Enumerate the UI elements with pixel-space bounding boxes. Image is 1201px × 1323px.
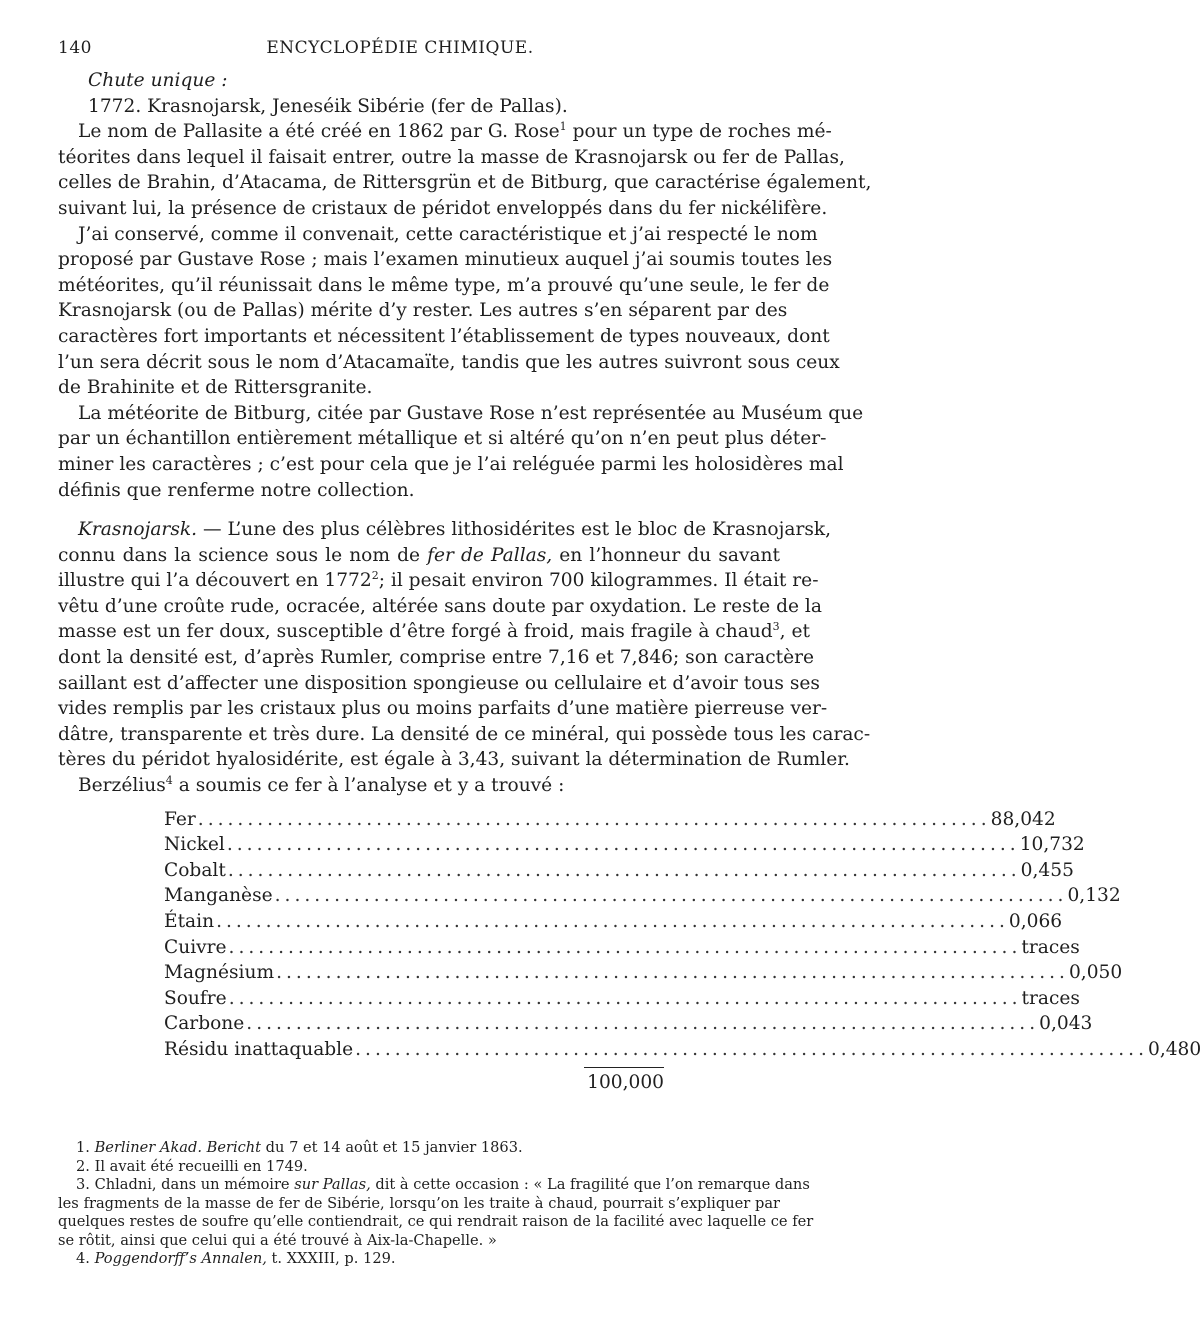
element-name: Étain (164, 911, 215, 932)
paragraph-line: suivant lui, la présence de cristaux de péridot enveloppés dans du fer nickélifère. (58, 197, 828, 219)
analysis-row (164, 986, 1080, 1012)
footnote-ref: 2 (371, 569, 379, 583)
leader-dots: ................................................................................ (216, 911, 1009, 932)
running-title: ENCYCLOPÉDIE CHIMIQUE. (266, 38, 534, 58)
paragraph-line: celles de Brahin, d’Atacama, de Rittersgrün et de Bitburg, que caractérise également, (58, 172, 872, 194)
analysis-row (164, 883, 1121, 909)
footnote-continued: quelques restes de soufre qu’elle contiendrait, ce qui rendrait raison de la facilité avec laquelle ce fer (58, 1213, 814, 1230)
leader-dots: ................................................................................ (246, 1013, 1040, 1035)
element-name: Cuivre (164, 936, 227, 958)
analysis-row (164, 832, 1085, 858)
element-value: 0,050 (1068, 962, 1123, 984)
analysis-row (164, 1037, 1201, 1063)
element-value: 88,042 (990, 808, 1056, 830)
paragraph-line: dont la densité est, d’après Rumler, comprise entre 7,16 et 7,846; son caractère (58, 647, 815, 669)
paragraph-line: J’ai conservé, comme il convenait, cette caractéristique et j’ai respecté le nom (78, 223, 818, 245)
footnote-ref: 4 (165, 773, 173, 787)
element-name: Magnésium (164, 962, 275, 984)
paragraph-line: dâtre, transparente et très dure. La densité de ce minéral, qui possède tous les carac- (58, 723, 871, 745)
paragraph-line: vêtu d’une croûte rude, ocracée, altérée sans doute par oxydation. Le reste de la (58, 595, 822, 617)
paragraph-line: connu dans la science sous le nom de fer de Pallas, en l’honneur du savant (58, 544, 780, 566)
paragraph-line: miner les caractères ; c’est pour cela que je l’ai reléguée parmi les holosidères mal (58, 453, 844, 475)
paragraph-line: Krasnojarsk (ou de Pallas) mérite d’y rester. Les autres s’en séparent par des (58, 300, 788, 322)
fall-entry: 1772. Krasnojarsk, Jeneséik Sibérie (fer de Pallas). (88, 95, 568, 117)
paragraph-line: définis que renferme notre collection. (58, 479, 415, 501)
page-number: 140 (58, 38, 92, 58)
element-name: Fer (164, 808, 196, 830)
total-rule (584, 1067, 664, 1068)
element-value: 10,732 (1019, 834, 1085, 856)
paragraph-line: Le nom de Pallasite a été créé en 1862 par G. Rose$^1$ pour un type de roches mé- (78, 120, 832, 143)
paragraph-line: météorites, qu’il réunissait dans le même type, m’a prouvé qu’une seule, le fer de (58, 274, 830, 296)
leader-dots: ................................................................................ (228, 936, 1022, 958)
element-value: 0,066 (1008, 911, 1063, 932)
element-value: 0,455 (1020, 859, 1074, 881)
paragraph-line: La météorite de Bitburg, citée par Gustave Rose n’est représentée au Muséum que (78, 402, 864, 424)
analysis-total: 100,000 (587, 1071, 664, 1093)
analysis-row (164, 858, 1074, 884)
footnote-ref: 1 (559, 120, 567, 133)
leader-dots: ................................................................................ (355, 1038, 1148, 1060)
paragraph-line: illustre qui l’a découvert en 1772$^2$; il pesait environ 700 kilogrammes. Il était re- (58, 569, 819, 592)
footnote-ref: 3 (772, 620, 780, 634)
main-text (58, 68, 1201, 1095)
element-name: Nickel (164, 834, 225, 856)
element-value: 0,132 (1067, 885, 1121, 907)
element-value: traces (1021, 987, 1080, 1009)
analysis-row (164, 807, 1056, 833)
leader-dots: ................................................................................ (228, 987, 1022, 1009)
footnote: 3. Chladni, dans un mémoire sur Pallas, dit à cette occasion : « La fragilité que l’on remarque dans (76, 1176, 810, 1193)
paragraph-line: proposé par Gustave Rose ; mais l’examen minutieux auquel j’ai soumis toutes les (58, 249, 833, 271)
element-name: Résidu inattaquable (164, 1038, 354, 1060)
element-value: 0,480 (1147, 1038, 1201, 1060)
paragraph-line: par un échantillon entièrement métallique et si altéré qu’on n’en peut plus déter- (58, 428, 827, 450)
paragraph-line: l’un sera décrit sous le nom d’Atacamaïte, tandis que les autres suivront sous ceux (58, 351, 840, 373)
element-value: 0,043 (1039, 1013, 1093, 1035)
analysis-row (164, 909, 1063, 935)
analysis-row (164, 960, 1123, 986)
footnote: 4. Poggendorff’s Annalen, t. XXXIII, p. 129. (76, 1250, 396, 1267)
element-name: Soufre (164, 987, 227, 1009)
paragraph-line: vides remplis par les cristaux plus ou moins parfaits d’une matière pierreuse ver- (58, 698, 828, 720)
leader-dots: ................................................................................ (227, 859, 1021, 881)
leader-dots: ................................................................................ (197, 808, 991, 830)
running-header (58, 38, 742, 60)
section-title: Krasnojarsk. (78, 519, 198, 541)
footnote-continued: se rôtit, ainsi que celui qui a été trouvé à Aix-la-Chapelle. » (58, 1231, 497, 1249)
paragraph-line: de Brahinite et de Rittersgranite. (58, 377, 373, 399)
element-name: Carbone (164, 1013, 245, 1035)
footnote: 2. Il avait été recueilli en 1749. (76, 1157, 308, 1175)
analysis-row (164, 1011, 1093, 1037)
leader-dots: ................................................................................ (226, 834, 1020, 856)
paragraph-line: caractères fort importants et nécessitent l’établissement de types nouveaux, dont (58, 325, 830, 347)
analysis-row (164, 935, 1080, 961)
element-value: traces (1021, 936, 1080, 958)
analysis-table (58, 807, 1201, 1096)
leader-dots: ................................................................................ (274, 885, 1068, 907)
footnotes (58, 1139, 814, 1269)
paragraph-line: tères du péridot hyalosidérite, est égale à 3,43, suivant la détermination de Rumler. (58, 749, 850, 771)
paragraph-line: Berzélius$^4$ a soumis ce fer à l’analyse et y a trouvé : (78, 773, 565, 797)
footnote-continued: les fragments de la masse de fer de Sibérie, lorsqu’on les traite à chaud, pourrait s’expliquer par (58, 1194, 780, 1212)
paragraph-line: Krasnojarsk. — L’une des plus célèbres lithosidérites est le bloc de Krasnojarsk, (78, 519, 832, 541)
footnote: 1. Berliner Akad. Bericht du 7 et 14 août et 15 janvier 1863. (76, 1139, 523, 1156)
paragraph-line: saillant est d’affecter une disposition spongieuse ou cellulaire et d’avoir tous ses (58, 672, 820, 694)
paragraph-line: téorites dans lequel il faisait entrer, outre la masse de Krasnojarsk ou fer de Pallas, (58, 146, 845, 168)
fall-heading: Chute unique : (88, 70, 228, 91)
leader-dots: ................................................................................ (276, 962, 1069, 984)
paragraph-line: masse est un fer doux, susceptible d’être forgé à froid, mais fragile à chaud$^3$, et (58, 620, 810, 643)
element-name: Manganèse (164, 885, 273, 907)
element-name: Cobalt (164, 859, 226, 881)
